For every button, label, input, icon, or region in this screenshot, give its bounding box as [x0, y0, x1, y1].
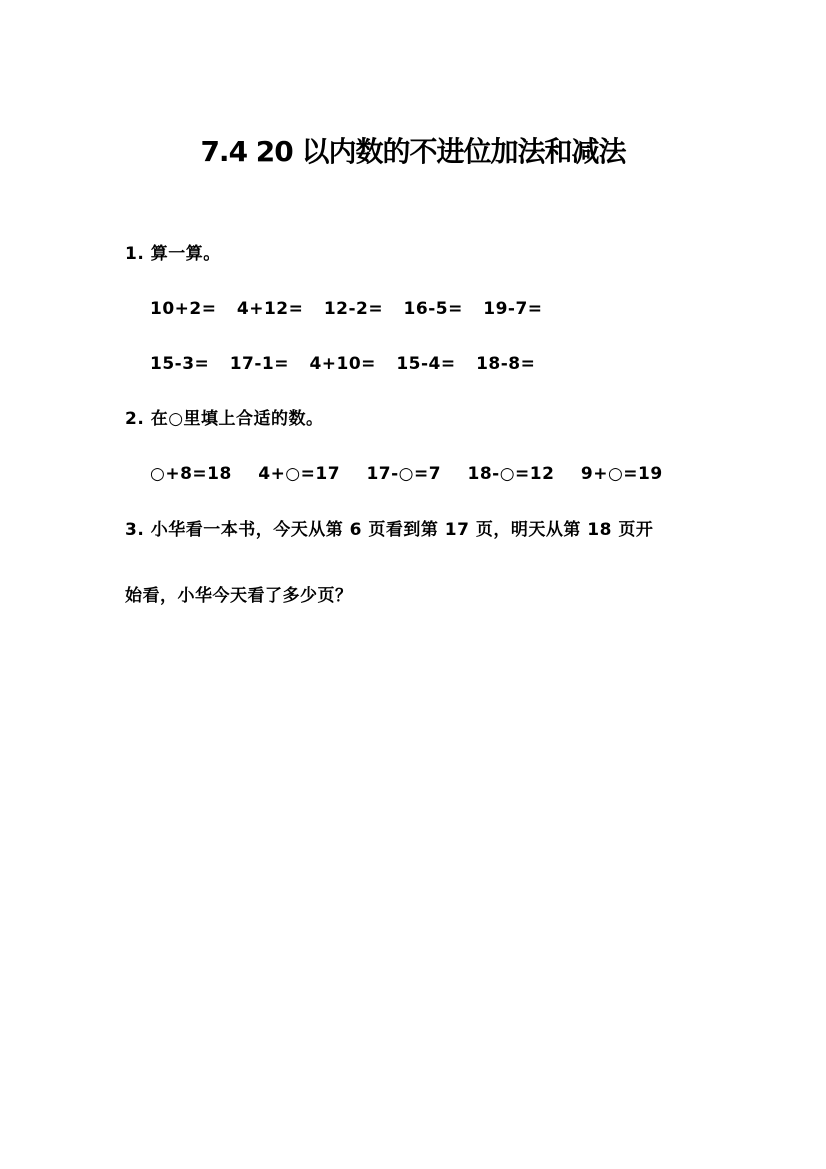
equation: 4+12= [236, 299, 304, 319]
fill-in-equation: 4+○=17 [258, 464, 341, 484]
fill-in-equation: 9+○=19 [580, 464, 663, 484]
question-3-line-2 [125, 584, 353, 608]
question-2-text: 在○里填上合适的数。 [150, 409, 324, 429]
question-3-text-1: 小华看一本书，今天从第 6 页看到第 17 页，明天从第 18 页开 [150, 520, 654, 540]
question-3-text-2: 始看，小华今天看了多少页？ [125, 586, 353, 606]
fill-in-equation: 18-○=12 [467, 464, 555, 484]
question-1-number: 1. [125, 244, 145, 264]
question-2-number: 2. [125, 409, 145, 429]
equation: 16-5= [403, 299, 463, 319]
equation: 17-1= [229, 354, 290, 374]
question-1-row-1 [150, 297, 557, 321]
equation: 10+2= [150, 299, 217, 319]
equation: 12-2= [323, 299, 384, 319]
equation: 19-7= [483, 299, 543, 319]
equation: 4+10= [309, 354, 376, 374]
equation: 15-3= [150, 354, 210, 374]
question-2-heading [125, 407, 324, 431]
fill-in-equation: 17-○=7 [366, 464, 442, 484]
page-title: 7.4 20 以内数的不进位加法和减法 [200, 135, 626, 168]
question-1-row-2 [150, 352, 549, 376]
question-3-line-1 [125, 518, 653, 542]
question-1-text: 算一算。 [150, 244, 221, 264]
question-3-number: 3. [125, 520, 145, 540]
equation: 18-8= [476, 354, 536, 374]
question-2-row [150, 462, 683, 486]
question-1-heading [125, 242, 221, 266]
equation: 15-4= [396, 354, 456, 374]
fill-in-equation: ○+8=18 [150, 464, 232, 484]
